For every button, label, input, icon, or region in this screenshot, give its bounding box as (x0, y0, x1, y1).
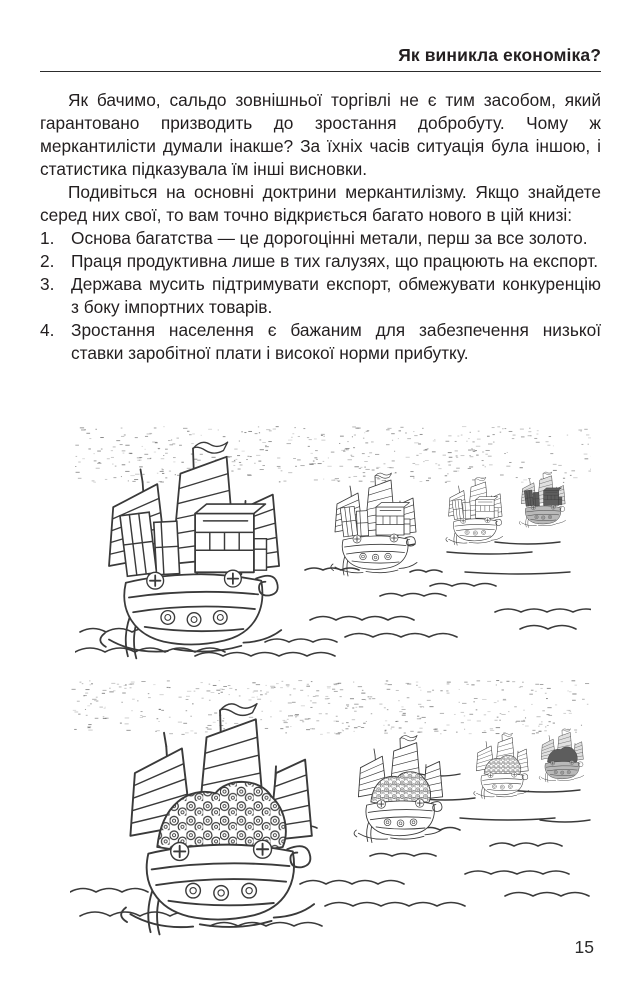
header-rule (40, 71, 601, 72)
ships-line-drawing (75, 424, 591, 664)
list-item-number: 1. (40, 228, 55, 248)
body-text (40, 89, 601, 365)
list-item-text: Праця продуктивна лише в тих галузях, що працюють на експорт. (71, 251, 599, 271)
doctrine-list (40, 227, 601, 365)
list-item (40, 273, 601, 319)
illustration-ships-with-coins (70, 678, 591, 936)
page-number: 15 (574, 937, 594, 957)
list-item (40, 227, 601, 250)
paragraph-1: Як бачимо, сальдо зовнішньої торгівлі не є тим засобом, який гарантовано призводить до зростання добробуту. Чому ж меркантилісти думали інакше? За їхніх часів ситуація була іншою, і статистика підказувала їм інші висновки. (40, 90, 601, 179)
list-item (40, 250, 601, 273)
list-item-text: Основа багатства — це дорогоцінні метали, перш за все золото. (71, 228, 588, 248)
list-item-number: 4. (40, 320, 55, 340)
list-item-number: 3. (40, 274, 55, 294)
list-item (40, 319, 601, 365)
ships-line-drawing (70, 678, 591, 936)
running-head: Як виникла економіка? (398, 45, 601, 65)
list-item-number: 2. (40, 251, 55, 271)
list-item-text: Зростання населення є бажаним для забезпечення низької ставки заробітної плати і високої норми прибутку. (71, 320, 601, 363)
list-item-text: Держава мусить підтримувати експорт, обмежувати конкуренцію з боку імпортних товарів. (71, 274, 601, 317)
illustration-ships-with-crates (75, 424, 591, 664)
paragraph-2: Подивіться на основні доктрини меркантилізму. Якщо знайдете серед них свої, то вам точно відкриється багато нового в цій книзі: (40, 182, 601, 225)
